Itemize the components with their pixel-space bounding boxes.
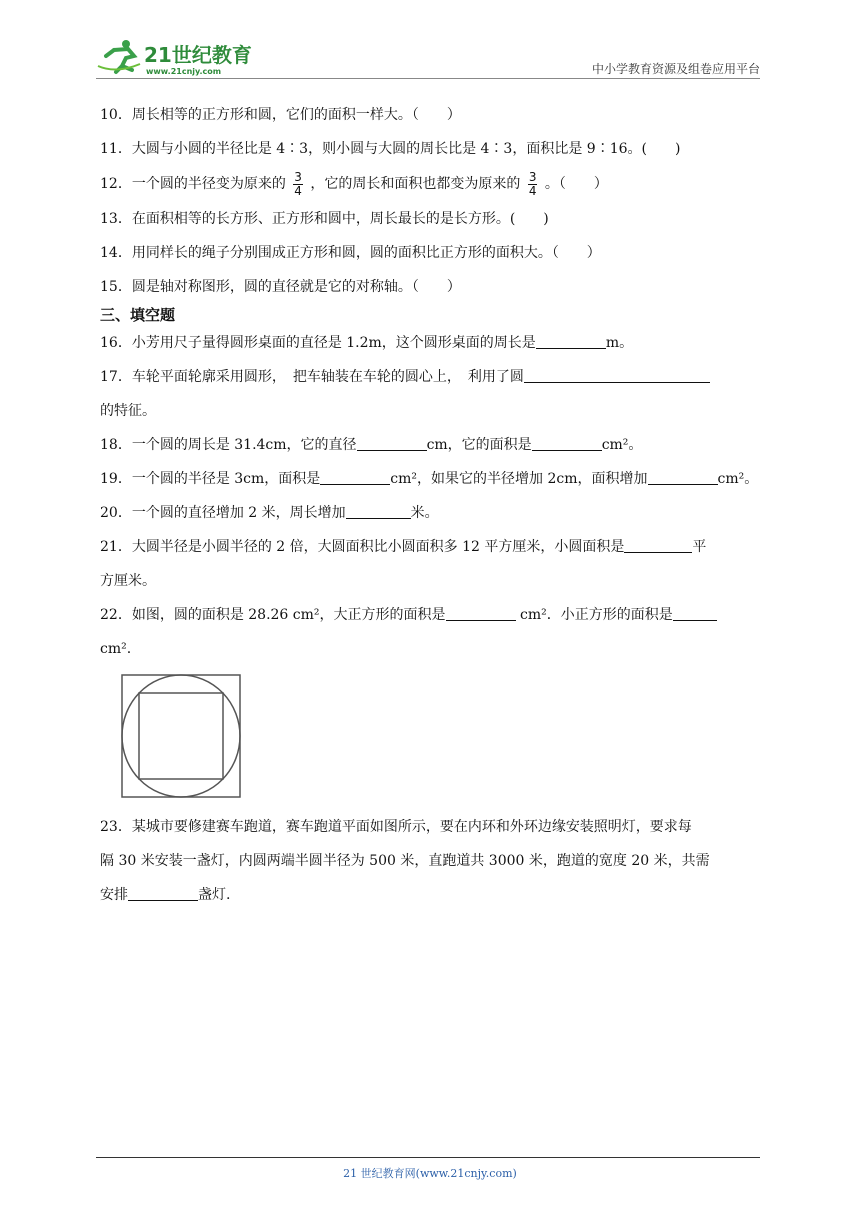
circle-square-figure (121, 674, 243, 800)
question-22: 22．如图，圆的面积是 28.26 cm²，大正方形的面积是 cm²．小正方形的面积是 (100, 598, 762, 632)
section-title: 三、填空题 (100, 306, 176, 324)
page-header (96, 36, 760, 80)
answer-blank[interactable] (648, 469, 718, 485)
answer-blank[interactable] (536, 333, 606, 349)
question-12-text-c: 。（ ） (544, 176, 608, 192)
answer-blank[interactable] (446, 605, 516, 621)
question-21-cont: 方厘米。 (100, 573, 156, 589)
answer-blank[interactable] (673, 605, 717, 621)
question-13: 13．在面积相等的长方形、正方形和圆中，周长最长的是长方形。( ) (100, 211, 549, 227)
footer-text[interactable]: 21 世纪教育网(www.21cnjy.com) (343, 1167, 517, 1180)
answer-blank[interactable] (624, 537, 692, 553)
answer-blank[interactable] (128, 885, 198, 901)
runner-icon (98, 40, 140, 72)
question-22-cont: cm². (100, 641, 132, 657)
question-11: 11．大圆与小圆的半径比是 4∶3，则小圆与大圆的周长比是 4∶3，面积比是 9∶16。( ) (100, 141, 681, 157)
question-10: 10．周长相等的正方形和圆，它们的面积一样大。（ ） (100, 107, 461, 123)
question-19: 19．一个圆的半径是 3cm，面积是 cm²，如果它的半径增加 2cm，面积增加 cm²。 (100, 471, 759, 487)
question-23: 23．某城市要修建赛车跑道，赛车跑道平面如图所示，要在内环和外环边缘安装照明灯，要求每 (100, 819, 692, 835)
question-17: 17．车轮平面轮廓采用圆形， 把车轴装在车轮的圆心上， 利用了圆 (100, 360, 762, 394)
platform-name: 中小学教育资源及组卷应用平台 (591, 62, 760, 76)
question-18: 18．一个圆的周长是 31.4cm，它的直径 cm，它的面积是 cm²。 (100, 437, 643, 453)
logo-url: www.21cnjy.com (146, 67, 222, 76)
logo-text: 21世纪教育 (144, 43, 252, 67)
footer-divider (96, 1157, 760, 1158)
question-23-cont: 隔 30 米安装一盏灯，内圆两端半圆半径为 500 米，直跑道共 3000 米，跑道的宽度 20 米，共需 (100, 853, 710, 869)
fraction-three-quarters: $\frac{3}{4}$ (294, 169, 302, 198)
question-12-text-a: 12．一个圆的半径变为原来的 (100, 176, 286, 192)
answer-blank[interactable] (320, 469, 390, 485)
answer-blank[interactable] (532, 435, 602, 451)
question-23-cont2: 安排 盏灯. (100, 887, 231, 903)
question-16: 16．小芳用尺子量得圆形桌面的直径是 1.2m，这个圆形桌面的周长是 m。 (100, 335, 634, 351)
answer-blank[interactable] (346, 503, 411, 519)
question-12-text-b: ，它的周长和面积也都变为原来的 (310, 176, 521, 192)
question-20: 20．一个圆的直径增加 2 米，周长增加 米。 (100, 505, 439, 521)
question-12 (100, 166, 762, 202)
question-15: 15．圆是轴对称图形，圆的直径就是它的对称轴。（ ） (100, 279, 461, 295)
answer-blank[interactable] (357, 435, 427, 451)
document-body (100, 98, 762, 912)
question-14: 14．用同样长的绳子分别围成正方形和圆，圆的面积比正方形的面积大。（ ） (100, 245, 601, 261)
fraction-three-quarters: $\frac{3}{4}$ (528, 169, 537, 198)
logo (96, 36, 266, 78)
question-17-cont: 的特征。 (100, 403, 156, 419)
inner-square (139, 693, 223, 779)
answer-blank[interactable] (524, 367, 710, 383)
question-21: 21．大圆半径是小圆半径的 2 倍，大圆面积比小圆面积多 12 平方厘米，小圆面积是 平 (100, 539, 707, 555)
header-divider (96, 78, 760, 79)
